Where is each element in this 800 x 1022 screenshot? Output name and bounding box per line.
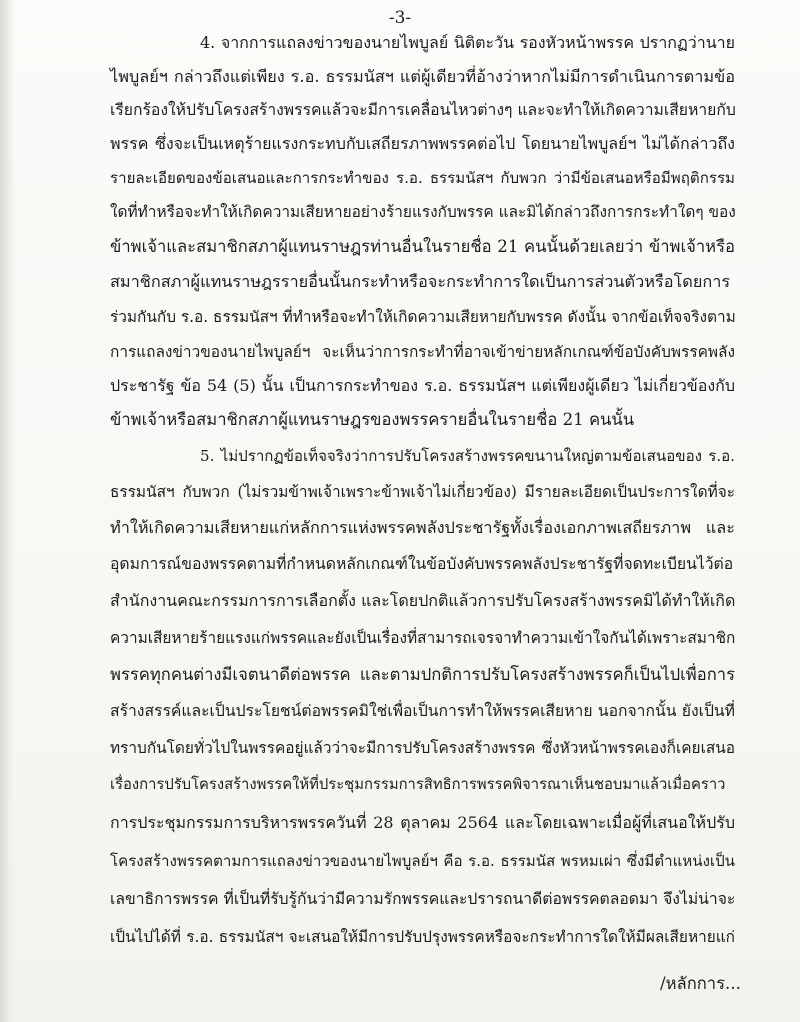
- paragraph-4-line-1: 4. จากการแถลงข่าวของนายไพบูลย์ นิติตะวัน รองหัวหน้าพรรค ปรากฏว่านาย: [200, 33, 735, 52]
- page-number: -3-: [388, 8, 412, 28]
- paragraph-5-line-6: ความเสียหายร้ายแรงแก่พรรคและยังเป็นเรื่องที่สามารถเจรจาทำความเข้าใจกันได้เพราะสมาชิก: [110, 629, 736, 647]
- paragraph-4-line-11: ประชารัฐ ข้อ 54 (5) นั้น เป็นการกระทำของ ร.อ. ธรรมนัสฯ แต่เพียงผู้เดียว ไม่เกี่ยวข้องกับ: [110, 376, 736, 395]
- paragraph-5-line-2: ธรรมนัสฯ กับพวก (ไม่รวมข้าพเจ้าเพราะข้าพเจ้าไม่เกี่ยวข้อง) มีรายละเอียดเป็นประการใดที่จะ: [110, 483, 735, 501]
- paragraph-5-line-11: การประชุมกรรมการบริหารพรรควันที่ 28 ตุลาคม 2564 และโดยเฉพาะเมื่อผู้ที่เสนอให้ปรับ: [110, 813, 735, 832]
- paragraph-4-line-10: การแถลงข่าวของนายไพบูลย์ฯ จะเห็นว่าการกระทำที่อาจเข้าข่ายหลักเกณฑ์ข้อบังคับพรรคพลัง: [110, 343, 735, 361]
- paragraph-5-line-8: สร้างสรรค์และเป็นประโยชน์ต่อพรรคมิใช่เพื่อเป็นการทำให้พรรคเสียหาย นอกจากนั้น ยังเป็นที่: [110, 701, 735, 720]
- paragraph-5-line-5: สำนักงานคณะกรรมการการเลือกตั้ง และโดยปกติแล้วการปรับโครงสร้างพรรคมิได้ทำให้เกิด: [110, 591, 736, 610]
- paragraph-5-line-10: เรื่องการปรับโครงสร้างพรรคให้ที่ประชุมกรรมการสิทธิการพรรคพิจารณาเห็นชอบมาแล้วเมื่อคราว: [110, 776, 726, 793]
- paragraph-4-line-7: ข้าพเจ้าและสมาชิกสภาผู้แทนราษฎรท่านอื่นในรายชื่อ 21 คนนั้นด้วยเลยว่า ข้าพเจ้าหรือ: [110, 237, 735, 256]
- paragraph-4-line-4: พรรค ซึ่งจะเป็นเหตุร้ายแรงกระทบกับเสถียรภาพพรรคต่อไป โดยนายไพบูลย์ฯ ไม่ได้กล่าวถึง: [110, 134, 735, 153]
- paragraph-5-line-3: ทำให้เกิดความเสียหายแก่หลักการแห่งพรรคพลังประชารัฐทั้งเรื่องเอกภาพเสถียรภาพ และ: [110, 518, 735, 537]
- paragraph-5-line-13: เลขาธิการพรรค ที่เป็นที่รับรู้กันว่ามีความรักพรรคและปรารถนาดีต่อพรรคตลอดมา จึงไม่น่าจะ: [110, 889, 736, 908]
- paragraph-4-line-6: ใดที่ทำหรือจะทำให้เกิดความเสียหายอย่างร้ายแรงกับพรรค และมิได้กล่าวถึงการกระทำใดๆ ของ: [110, 203, 736, 221]
- paragraph-5-line-9: ทราบกันโดยทั่วไปในพรรคอยู่แล้วว่าจะมีการปรับโครงสร้างพรรค ซึ่งหัวหน้าพรรคเองก็เคยเสนอ: [110, 739, 735, 757]
- paragraph-5-line-14: เป็นไปได้ที่ ร.อ. ธรรมนัสฯ จะเสนอให้มีการปรับปรุงพรรคหรือจะกระทำการใดให้มีผลเสียหายแก่: [110, 928, 735, 946]
- paragraph-5-line-7: พรรคทุกคนต่างมีเจตนาดีต่อพรรค และตามปกติการปรับโครงสร้างพรรคก็เป็นไปเพื่อการ: [110, 665, 735, 684]
- paragraph-5-line-1: 5. ไม่ปรากฏข้อเท็จจริงว่าการปรับโครงสร้างพรรคขนานใหญ่ตามข้อเสนอของ ร.อ.: [200, 447, 735, 465]
- paragraph-4-line-5: รายละเอียดของข้อเสนอและการกระทำของ ร.อ. ธรรมนัสฯ กับพวก ว่ามีข้อเสนอหรือมีพฤติกรรม: [110, 169, 735, 187]
- paragraph-4-line-2: ไพบูลย์ฯ กล่าวถึงแต่เพียง ร.อ. ธรรมนัสฯ แต่ผู้เดียวที่อ้างว่าหากไม่มีการดำเนินการตามข้อ: [110, 67, 735, 86]
- paragraph-4-line-8: สมาชิกสภาผู้แทนราษฎรรายอื่นนั้นกระทำหรือจะกระทำการใดเป็นการส่วนตัวหรือโดยการ: [110, 272, 731, 291]
- paragraph-5-line-12: โครงสร้างพรรคตามการแถลงข่าวของนายไพบูลย์ฯ คือ ร.อ. ธรรมนัส พรหมเผ่า ซึ่งมีตำแหน่งเป็น: [110, 852, 735, 870]
- paragraph-4-line-12: ข้าพเจ้าหรือสมาชิกสภาผู้แทนราษฎรของพรรครายอื่นในรายชื่อ 21 คนนั้น: [110, 410, 635, 429]
- page-shadow-edge: [0, 0, 16, 1022]
- paragraph-5-line-4: อุดมการณ์ของพรรคตามที่กำหนดหลักเกณฑ์ในข้อบังคับพรรคพลังประชารัฐที่จดทะเบียนไว้ต่อ: [110, 554, 734, 573]
- continuation-note: /หลักการ...: [660, 974, 741, 993]
- paragraph-4-line-3: เรียกร้องให้ปรับโครงสร้างพรรคแล้วจะมีการเคลื่อนไหวต่างๆ และจะทำให้เกิดความเสียหายกับ: [110, 100, 736, 119]
- paragraph-4-line-9: ร่วมกันกับ ร.อ. ธรรมนัสฯ ที่ทำหรือจะทำให้เกิดความเสียหายกับพรรค ดังนั้น จากข้อเท็จจริงตาม: [110, 308, 736, 326]
